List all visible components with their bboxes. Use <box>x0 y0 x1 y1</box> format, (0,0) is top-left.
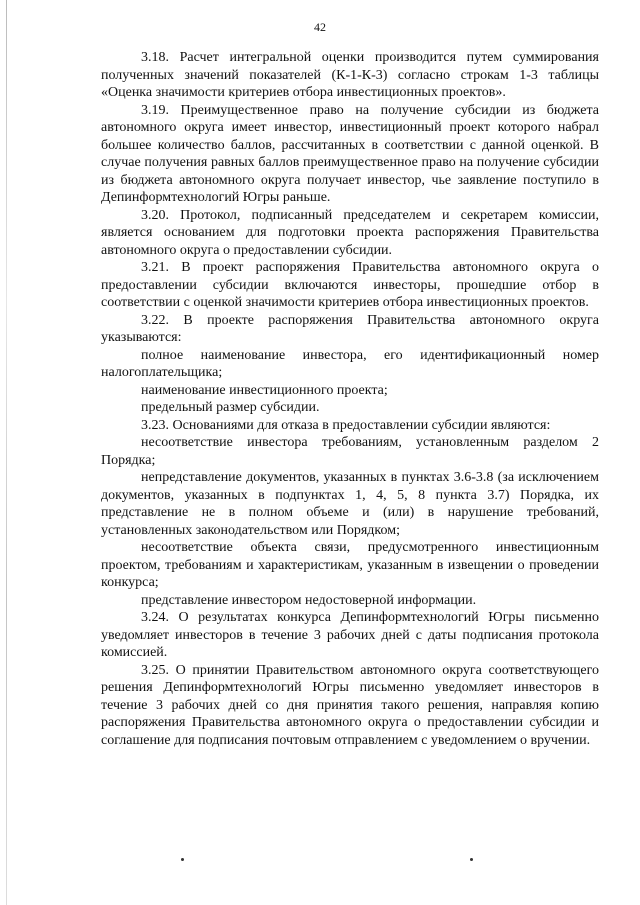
paragraph-3-19: 3.19. Преимущественное право на получение субсидии из бюджета автономного округа имеет инвестор, инвестиционный проект которого набрал большее количество баллов, рассчитанных в соответствии с данной оценкой. В случае получения равных баллов преимущественное право на получение субсидии из бюджета автономного округа получает инвестор, чье заявление поступило в Депинформтехнологий Югры раньше. <box>101 102 599 205</box>
list-item-object-mismatch: несоответствие объекта связи, предусмотренного инвестиционным проектом, требованиям и характеристикам, указанным в извещении о проведении конкурса; <box>101 540 599 590</box>
paragraph-3-21: 3.21. В проект распоряжения Правительства автономного округа о предоставлении субсидии включаются инвесторы, прошедшие отбор в соответствии с оценкой значимости критериев отбора инвестиционных проектов. <box>101 260 599 310</box>
document-body <box>101 49 599 749</box>
paragraph-3-25: 3.25. О принятии Правительством автономного округа соответствующего решения Депинформтехнологий Югры письменно уведомляет инвесторов в течение 3 рабочих дней со дня принятия такого решения, направляя копию распоряжения Правительства автономного округа о предоставлении субсидии и соглашение для подписания почтовым отправлением с уведомлением о вручении. <box>101 662 599 748</box>
list-item-false-info: представление инвестором недостоверной информации. <box>141 592 477 608</box>
paragraph-3-22: 3.22. В проекте распоряжения Правительства автономного округа указываются: <box>101 312 599 345</box>
paragraph-3-24: 3.24. О результатах конкурса Депинформтехнологий Югры письменно уведомляет инвесторов в течение 3 рабочих дней с даты подписания протокола комиссией. <box>101 610 599 660</box>
scan-mark <box>181 858 184 861</box>
page-number: 42 <box>314 20 326 34</box>
list-item-investor-name: полное наименование инвестора, его идентификационный номер налогоплательщика; <box>101 347 599 380</box>
list-item-subsidy-limit: предельный размер субсидии. <box>141 400 320 415</box>
list-item-documents-missing: непредставление документов, указанных в пунктах 3.6-3.8 (за исключением документов, указанных в подпунктах 1, 4, 5, 8 пункта 3.7) Порядка, их представление не в полном объеме и (или) в нарушение требований, установленных законодательством или Порядком; <box>101 470 599 538</box>
scan-edge-line <box>6 0 7 905</box>
paragraph-3-20: 3.20. Протокол, подписанный председателем и секретарем комиссии, является основанием для подготовки проекта распоряжения Правительства автономного округа о предоставлении субсидии. <box>101 207 599 258</box>
paragraph-3-23: 3.23. Основаниями для отказа в предоставлении субсидии являются: <box>141 417 551 433</box>
paragraph-3-18: 3.18. Расчет интегральной оценки производится путем суммирования полученных значений показателей (К-1-К-3) согласно строкам 1-3 таблицы «Оценка значимости критериев отбора инвестиционных проектов». <box>101 50 599 100</box>
list-item-project-name: наименование инвестиционного проекта; <box>141 382 388 398</box>
scan-mark <box>470 858 473 861</box>
list-item-investor-mismatch: несоответствие инвестора требованиям, установленным разделом 2 Порядка; <box>101 435 599 468</box>
